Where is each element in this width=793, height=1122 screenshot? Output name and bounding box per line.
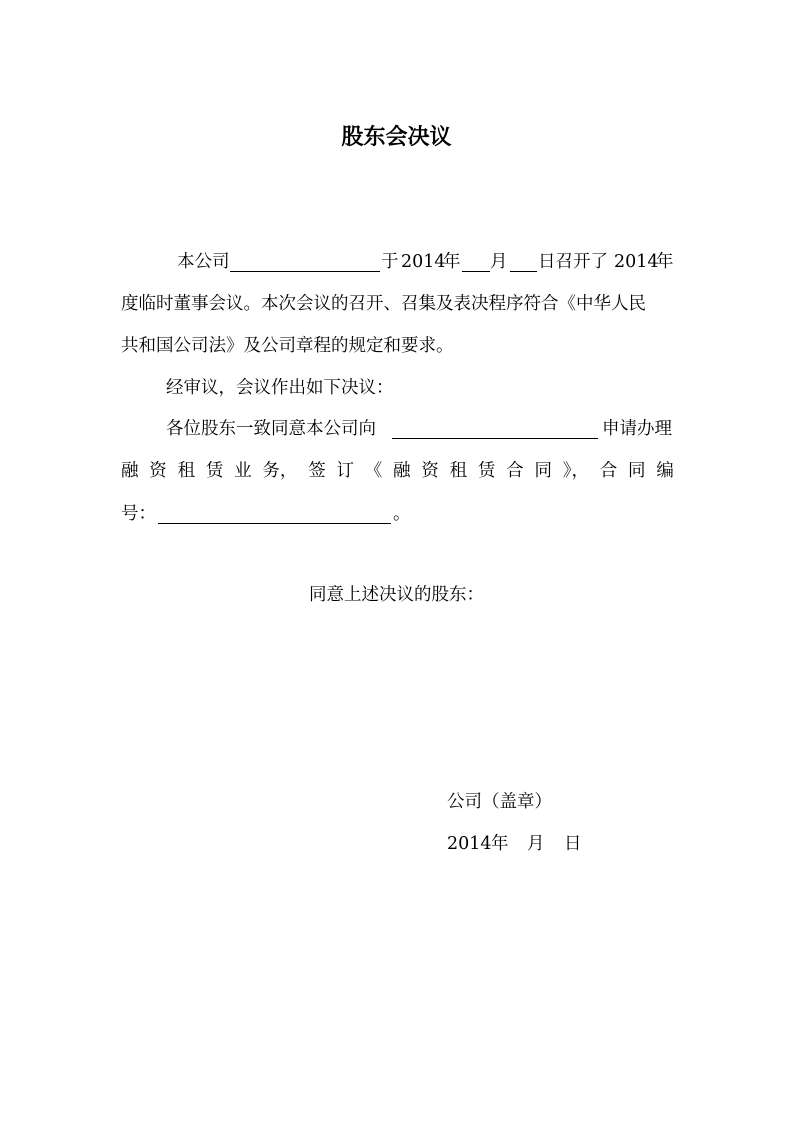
document-title: 股东会决议 bbox=[341, 124, 452, 150]
justified-char: 融 bbox=[393, 461, 411, 481]
justified-char: 合 bbox=[506, 461, 524, 481]
justified-char: 业 bbox=[234, 461, 252, 481]
fiscal-year-unit: 年 bbox=[656, 252, 674, 272]
justified-char: 订 bbox=[336, 461, 354, 481]
agreeing-shareholders-heading: 同意上述决议的股东： bbox=[309, 585, 484, 605]
meeting-year: 2014 bbox=[401, 252, 446, 272]
justified-char: 合 bbox=[599, 461, 618, 481]
paragraph-1-line-2: 度临时董事会议。本次会议的召开、召集及表决程序符合《中华人民 bbox=[121, 294, 646, 314]
paragraph-3-line-3 bbox=[121, 500, 674, 528]
justified-char: 《 bbox=[364, 461, 383, 481]
justified-char: 签 bbox=[308, 461, 326, 481]
meeting-year-unit: 年 bbox=[443, 252, 461, 272]
company-seal-label: 公司（盖章） bbox=[447, 792, 552, 812]
paragraph-3-line-1 bbox=[121, 415, 674, 443]
signature-year: 2014 bbox=[447, 834, 492, 854]
contract-number-label: 号： bbox=[121, 504, 156, 524]
justified-char: 赁 bbox=[477, 461, 496, 481]
paragraph-1-line-1 bbox=[121, 248, 674, 276]
justified-char: 租 bbox=[177, 461, 196, 481]
meeting-day-blank[interactable] bbox=[510, 254, 537, 272]
justified-char: 同 bbox=[628, 461, 646, 481]
day-held-text: 日召开了 bbox=[538, 252, 608, 272]
meeting-month-unit: 月 bbox=[490, 252, 508, 272]
justified-char: 资 bbox=[149, 461, 167, 481]
contract-number-blank[interactable] bbox=[158, 506, 391, 524]
company-name-blank[interactable] bbox=[230, 254, 380, 272]
resolution-tail: 申请办理 bbox=[602, 419, 672, 439]
signature-day-unit: 日 bbox=[564, 834, 582, 854]
resolution-lead: 各位股东一致同意本公司向 bbox=[166, 419, 376, 439]
justified-char: 租 bbox=[449, 461, 468, 481]
justified-char: 务， bbox=[262, 461, 298, 481]
justified-char: 同 bbox=[534, 461, 552, 481]
paragraph-1-line-3: 共和国公司法》及公司章程的规定和要求。 bbox=[121, 336, 454, 356]
lessor-name-blank[interactable] bbox=[392, 421, 598, 439]
meeting-month-blank[interactable] bbox=[462, 254, 490, 272]
paragraph-2 bbox=[121, 374, 674, 402]
justified-char: 编 bbox=[656, 461, 674, 481]
review-statement: 经审议，会议作出如下决议： bbox=[166, 378, 394, 398]
held-on-text: 于 bbox=[381, 252, 399, 272]
fiscal-year: 2014 bbox=[614, 252, 659, 272]
justified-char: 资 bbox=[421, 461, 439, 481]
paragraph-3-line-2 bbox=[121, 457, 674, 485]
signature-date bbox=[447, 830, 587, 858]
justified-char: 融 bbox=[121, 461, 139, 481]
signature-year-unit: 年 bbox=[491, 834, 509, 854]
sentence-end: 。 bbox=[393, 504, 411, 524]
justified-char: 》， bbox=[562, 461, 589, 481]
company-prefix: 本公司 bbox=[177, 252, 230, 272]
justified-char: 赁 bbox=[205, 461, 224, 481]
signature-month-unit: 月 bbox=[527, 834, 545, 854]
